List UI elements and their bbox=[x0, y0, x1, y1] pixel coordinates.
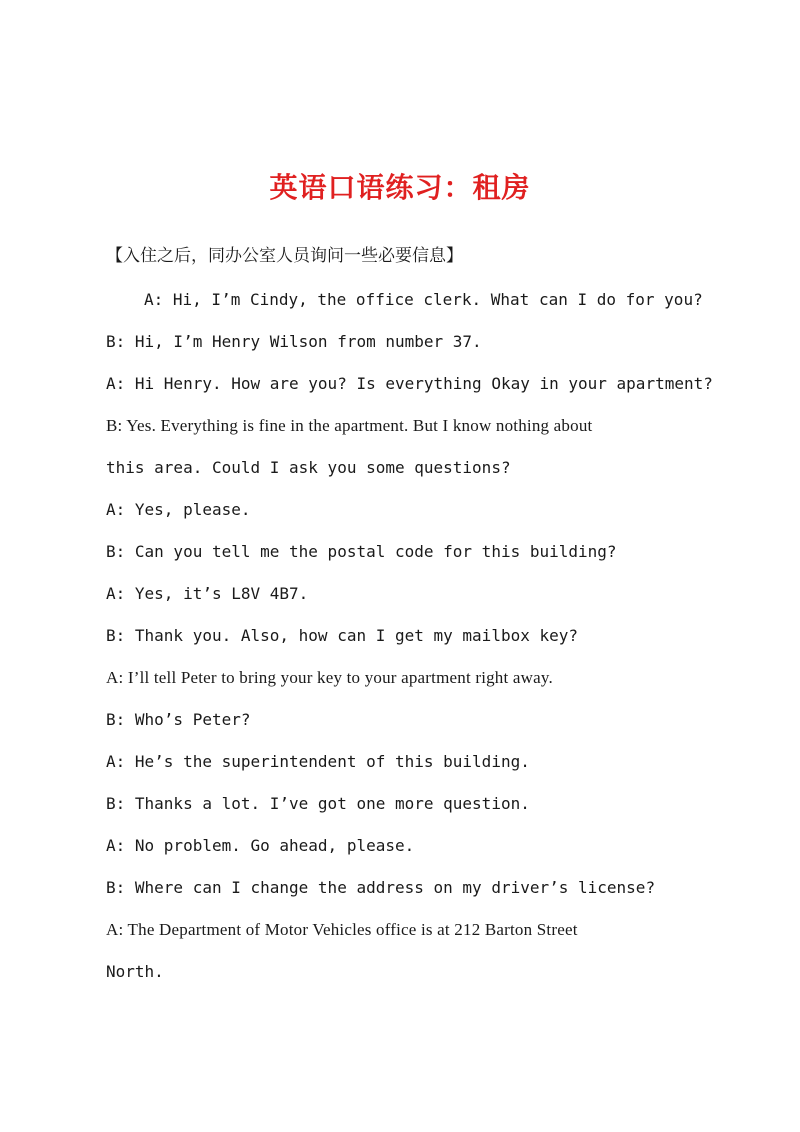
dialogue-line: A: He’s the superintendent of this building. bbox=[106, 752, 530, 771]
dialogue-line: B: Hi, I’m Henry Wilson from number 37. bbox=[106, 332, 482, 351]
page-title: 英语口语练习：租房 bbox=[269, 171, 531, 204]
dialogue-line: A: Hi Henry. How are you? Is everything Okay in your apartment? bbox=[106, 374, 713, 393]
dialogue-line: B: Can you tell me the postal code for this building? bbox=[106, 542, 617, 561]
dialogue-line: A: The Department of Motor Vehicles office is at 212 Barton Street bbox=[106, 920, 578, 939]
dialogue-line: this area. Could I ask you some questions? bbox=[106, 458, 511, 477]
context-heading: 【入住之后，同办公室人员询问一些必要信息】 bbox=[106, 246, 463, 266]
dialogue-line: B: Where can I change the address on my driver’s license? bbox=[106, 878, 656, 897]
dialogue-line: A: I’ll tell Peter to bring your key to your apartment right away. bbox=[106, 668, 553, 687]
dialogue-line: A: No problem. Go ahead, please. bbox=[106, 836, 415, 855]
dialogue-line: A: Hi, I’m Cindy, the office clerk. What can I do for you? bbox=[144, 290, 703, 309]
dialogue-line: North. bbox=[106, 962, 164, 981]
dialogue-line: A: Yes, please. bbox=[106, 500, 251, 519]
dialogue-line: B: Who’s Peter? bbox=[106, 710, 251, 729]
dialogue-line: B: Yes. Everything is fine in the apartment. But I know nothing about bbox=[106, 416, 593, 435]
dialogue-line: B: Thank you. Also, how can I get my mailbox key? bbox=[106, 626, 579, 645]
dialogue-line: A: Yes, it’s L8V 4B7. bbox=[106, 584, 309, 603]
dialogue-line: B: Thanks a lot. I’ve got one more question. bbox=[106, 794, 530, 813]
